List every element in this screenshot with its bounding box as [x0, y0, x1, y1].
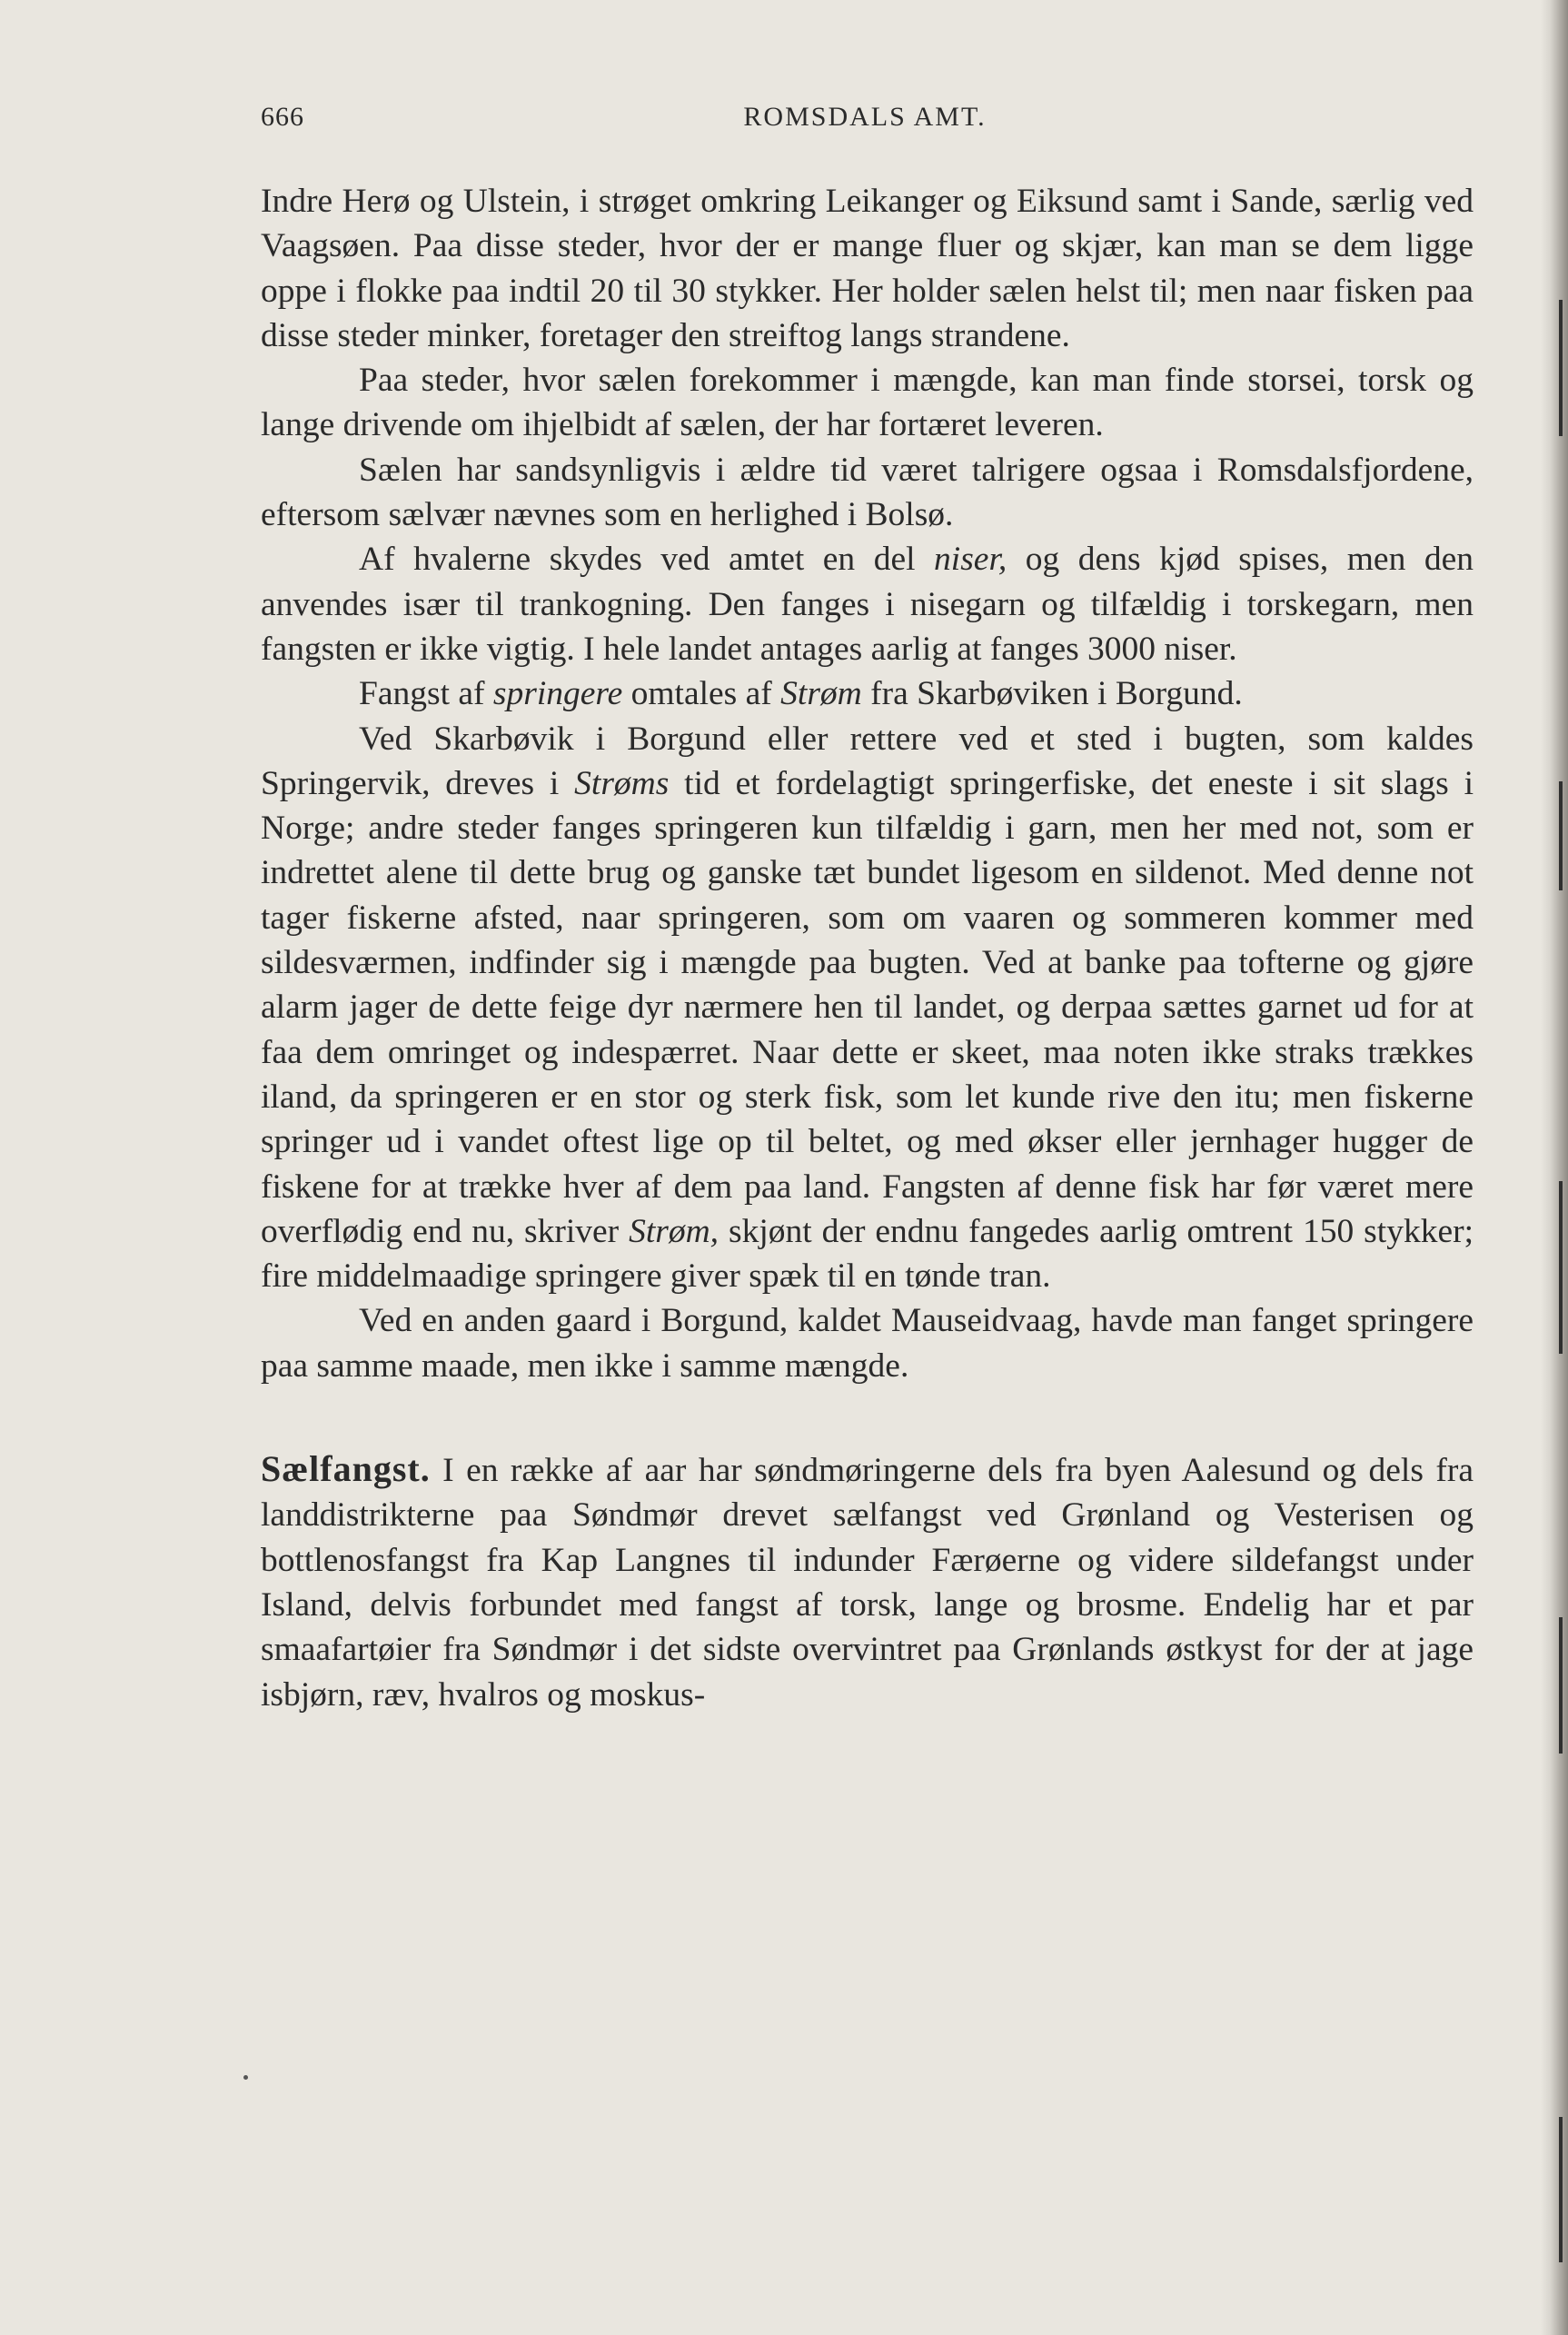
italic-term: niser,: [934, 541, 1007, 579]
binding-mark: [1559, 1617, 1563, 1754]
section-heading: Sælfangst.: [261, 1448, 431, 1490]
binding-mark: [1559, 1181, 1563, 1354]
paragraph-2: Paa steder, hvor sælen forekommer i mængde, kan man finde storsei, torsk og lange drivende om ihjelbidt af sælen, der har fortæret leveren.: [261, 362, 1474, 444]
italic-author: Strøm: [780, 675, 862, 713]
paragraph-7: Ved en anden gaard i Borgund, kaldet Mauseidvaag, havde man fanget springere paa samme maade, men ikke i samme mængde.: [261, 1302, 1474, 1385]
binding-mark: [1559, 2117, 1563, 2262]
italic-author: Strøms: [574, 764, 670, 802]
page-number: 666: [261, 102, 304, 132]
binding-mark: [1559, 300, 1563, 436]
paragraph-5: Fangst af springere omtales af Strøm fra Skarbøviken i Borgund.: [359, 675, 1243, 713]
running-title: ROMSDALS AMT.: [743, 102, 987, 132]
body-text: [261, 179, 1474, 1717]
italic-author: Strøm,: [629, 1212, 719, 1250]
page-edge-shadow: [1541, 0, 1568, 2335]
paragraph-4: Af hvalerne skydes ved amtet en del niser, og dens kjød spises, men den anvendes især til trankogning. Den fanges i nisegarn og tilfældig i torskegarn, men fangsten er ikke vigtig. I hele landet antages aarlig at fanges 3000 niser.: [261, 541, 1474, 668]
paragraph-3: Sælen har sandsynligvis i ældre tid været talrigere ogsaa i Romsdalsfjordene, eftersom sælvær nævnes som en herlighed i Bolsø.: [261, 451, 1474, 534]
paragraph-1: Indre Herø og Ulstein, i strøget omkring Leikanger og Eiksund samt i Sande, særlig ved Vaagsøen. Paa disse steder, hvor der er mange fluer og skjær, kan man se dem ligge oppe i flokke paa indtil 20 til 30 stykker. Her holder sælen helst til; men naar fisken paa disse steder minker, foretager den streiftog langs strandene.: [261, 183, 1474, 354]
page-header: [261, 102, 1469, 142]
binding-mark: [1559, 781, 1563, 890]
margin-dot: [243, 2075, 248, 2080]
paragraph-6: Ved Skarbøvik i Borgund eller rettere ved et sted i bugten, som kaldes Springervik, dreves i Strøms tid et fordelagtigt springerfiske, det eneste i sit slags i Norge; andre steder fanges springeren kun tilfældig i garn, men her med not, som er indrettet alene til dette brug og ganske tæt bundet ligesom en sildenot. Med denne not tager fiskerne afsted, naar springeren, som om vaaren og sommeren kommer med sildesværmen, indfinder sig i mængde paa bugten. Ved at banke paa tofterne og gjøre alarm jager de dette feige dyr nærmere hen til landet, og derpaa sættes garnet ud for at faa dem omringet og indespærret. Naar dette er skeet, maa noten ikke straks trækkes iland, da springeren er en stor og sterk fisk, som let kunde rive den itu; men fiskerne springer ud i vandet oftest lige op til beltet, og med økser eller jernhager hugger de fiskene for at trække hver af dem paa land. Fangsten af denne fisk har før været mere overflødig end nu, skriver Strøm, skjønt der endnu fangedes aarlig omtrent 150 stykker; fire middelmaadige springere giver spæk til en tønde tran.: [261, 720, 1474, 1296]
paragraph-8: Sælfangst. I en række af aar har søndmøringerne dels fra byen Aalesund og dels fra landdistrikterne paa Søndmør drevet sælfangst ved Grønland og Vesterisen og bottlenosfangst fra Kap Langnes til indunder Færøerne og videre sildefangst under Island, delvis forbundet med fangst af torsk, lange og brosme. Endelig har et par smaafartøier fra Søndmør i det sidste overvintret paa Grønlands østkyst for der at jage isbjørn, ræv, hvalros og moskus-: [261, 1448, 1474, 1714]
italic-term: springere: [492, 675, 623, 713]
